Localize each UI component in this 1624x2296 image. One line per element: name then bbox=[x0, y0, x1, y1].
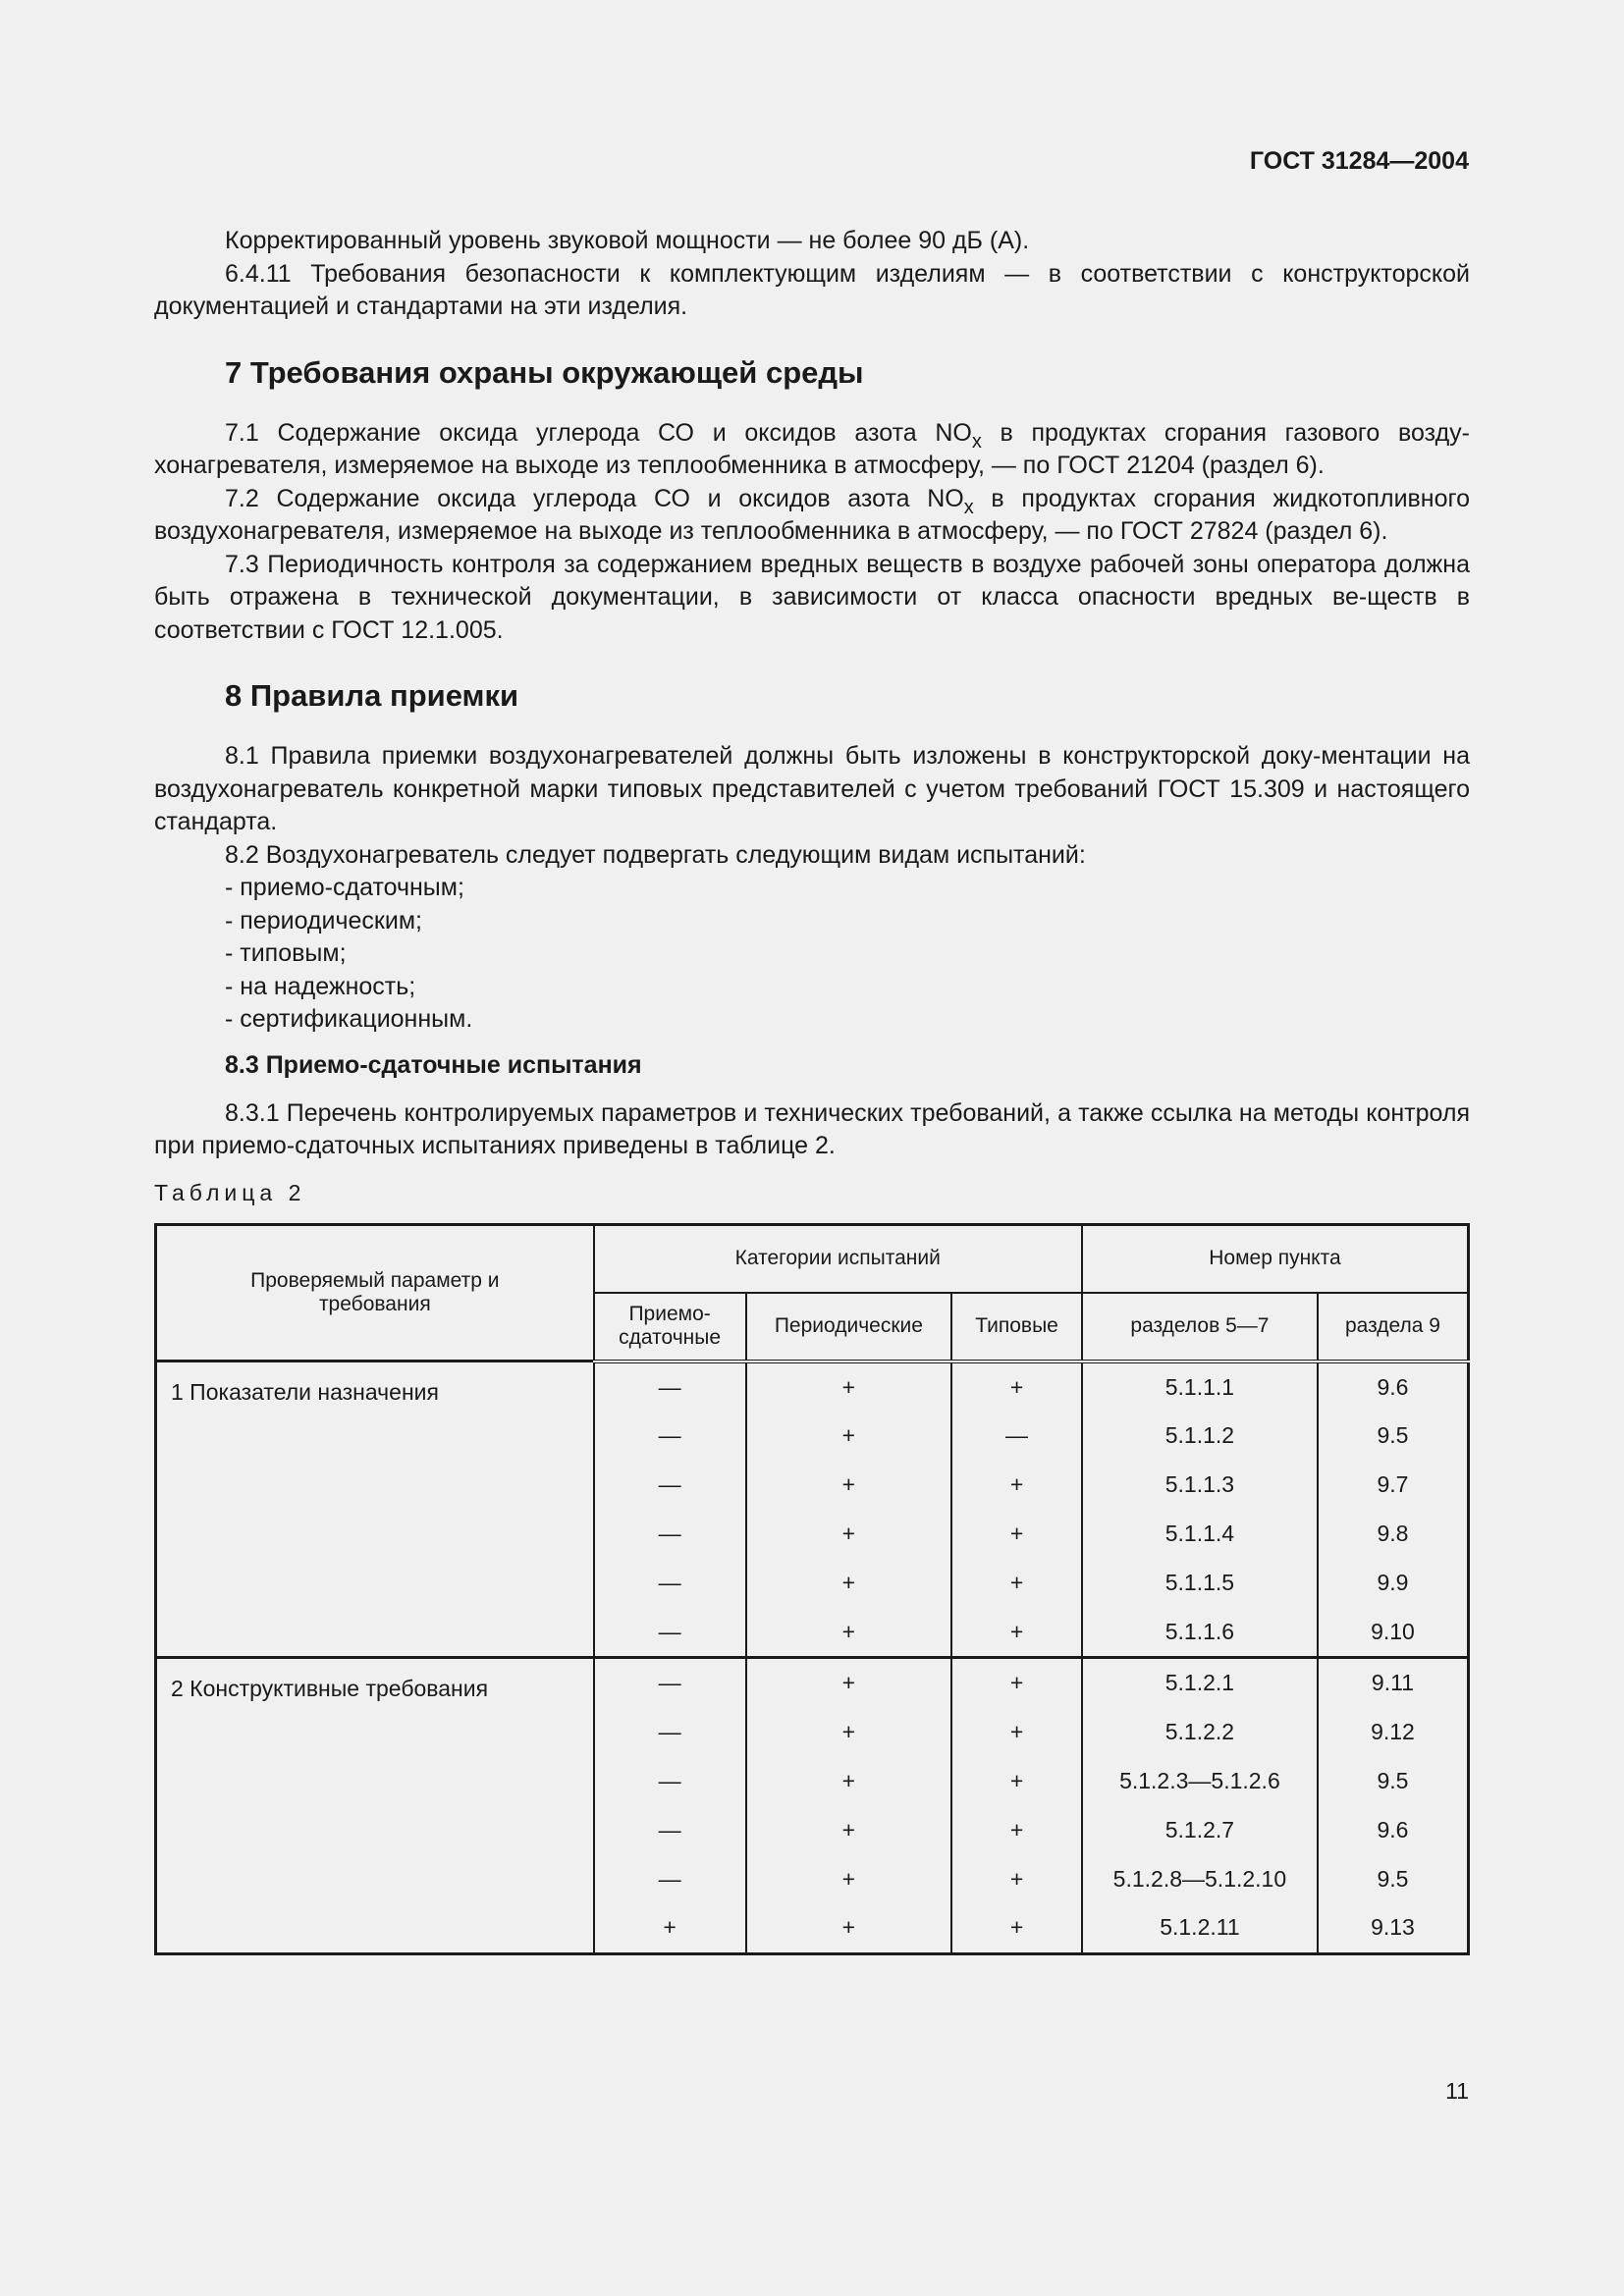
list-item: - приемо-сдаточным; bbox=[225, 874, 464, 901]
table-cell: 5.1.2.8—5.1.2.10 bbox=[1082, 1854, 1318, 1903]
paragraph-8-1: 8.1 Правила приемки воздухонагревателей должны быть изложены в конструкторской доку-ментации на воздухонагреватель конкретной марки типовых представителей с учетом требований ГОСТ 15.309 и настоящего стандарта. bbox=[154, 742, 1470, 835]
table-cell: 9.12 bbox=[1318, 1708, 1469, 1757]
table-cell: + bbox=[746, 1510, 952, 1559]
table-cell: 9.5 bbox=[1318, 1412, 1469, 1461]
table-cell: + bbox=[951, 1510, 1082, 1559]
table-cell: + bbox=[746, 1903, 952, 1953]
list-item: - на надежность; bbox=[225, 972, 416, 1000]
header-type: Типовые bbox=[951, 1293, 1082, 1362]
table-cell: 9.11 bbox=[1318, 1658, 1469, 1708]
section-7-title: 7 Требования охраны окружающей среды bbox=[225, 354, 864, 390]
table-cell: — bbox=[594, 1461, 746, 1510]
table-cell: 5.1.1.3 bbox=[1082, 1461, 1318, 1510]
table-cell: 5.1.1.6 bbox=[1082, 1607, 1318, 1657]
group-label: 1 Показатели назначения bbox=[156, 1362, 594, 1658]
table-cell: 5.1.2.1 bbox=[1082, 1658, 1318, 1708]
header-categories: Категории испытаний bbox=[594, 1225, 1082, 1293]
table-cell: — bbox=[594, 1806, 746, 1855]
table-cell: — bbox=[594, 1362, 746, 1413]
table-cell: + bbox=[746, 1461, 952, 1510]
table-cell: + bbox=[746, 1362, 952, 1413]
table-cell: 5.1.2.11 bbox=[1082, 1903, 1318, 1953]
table-cell: 9.6 bbox=[1318, 1362, 1469, 1413]
table-cell: 5.1.1.2 bbox=[1082, 1412, 1318, 1461]
table-cell: + bbox=[951, 1757, 1082, 1806]
table-cell: 9.9 bbox=[1318, 1559, 1469, 1608]
table-cell: + bbox=[746, 1658, 952, 1708]
paragraph: Корректированный уровень звуковой мощности — не более 90 дБ (А). bbox=[225, 227, 1030, 254]
subsection-8-3-title: 8.3 Приемо-сдаточные испытания bbox=[225, 1050, 642, 1079]
table-cell: + bbox=[746, 1607, 952, 1657]
table-cell: + bbox=[951, 1607, 1082, 1657]
page-content bbox=[154, 225, 1470, 1955]
table-cell: 5.1.2.2 bbox=[1082, 1708, 1318, 1757]
table-cell: + bbox=[951, 1658, 1082, 1708]
document-code: ГОСТ 31284—2004 bbox=[1249, 147, 1469, 175]
table-group bbox=[156, 1658, 1469, 1954]
table-cell: + bbox=[746, 1854, 952, 1903]
table-caption: Таблица 2 bbox=[154, 1179, 306, 1205]
table-cell: + bbox=[951, 1708, 1082, 1757]
section-8-title: 8 Правила приемки bbox=[225, 678, 519, 713]
table-cell: 5.1.1.1 bbox=[1082, 1362, 1318, 1413]
table-cell: + bbox=[951, 1559, 1082, 1608]
table-row bbox=[156, 1362, 1469, 1413]
table-2 bbox=[154, 1223, 1470, 1955]
table-cell: — bbox=[594, 1658, 746, 1708]
paragraph-7-3: 7.3 Периодичность контроля за содержанием вредных веществ в воздухе рабочей зоны оператора должна быть отражена в технической документации, в зависимости от класса опасности вредных ве-ществ в соответствии с ГОСТ 12.1.005. bbox=[154, 550, 1470, 644]
table-cell: + bbox=[746, 1412, 952, 1461]
table-cell: 9.10 bbox=[1318, 1607, 1469, 1657]
table-cell: — bbox=[594, 1607, 746, 1657]
paragraph-8-3-1: 8.3.1 Перечень контролируемых параметров и технических требований, а также ссылка на методы контроля при приемо-сдаточных испытаниях приведены в таблице 2. bbox=[154, 1098, 1470, 1159]
table-cell: — bbox=[951, 1412, 1082, 1461]
table-cell: 5.1.1.4 bbox=[1082, 1510, 1318, 1559]
table-cell: — bbox=[594, 1757, 746, 1806]
table-cell: + bbox=[746, 1806, 952, 1855]
list-item: - типовым; bbox=[225, 939, 347, 967]
table-cell: + bbox=[951, 1806, 1082, 1855]
table-cell: 5.1.2.3—5.1.2.6 bbox=[1082, 1757, 1318, 1806]
table-cell: + bbox=[746, 1708, 952, 1757]
paragraph-8-2: 8.2 Воздухонагреватель следует подвергать следующим видам испытаний: bbox=[225, 840, 1086, 869]
group-label: 2 Конструктивные требования bbox=[156, 1658, 594, 1954]
table-row bbox=[156, 1658, 1469, 1708]
table-cell: 9.5 bbox=[1318, 1757, 1469, 1806]
table-cell: + bbox=[746, 1757, 952, 1806]
header-sections-5-7: разделов 5—7 bbox=[1082, 1293, 1318, 1362]
header-section-9: раздела 9 bbox=[1318, 1293, 1469, 1362]
table-cell: 9.8 bbox=[1318, 1510, 1469, 1559]
table-cell: — bbox=[594, 1559, 746, 1608]
paragraph-7-1: 7.1 Содержание оксида углерода СО и оксидов азота $NO_x$ в продуктах сгорания газового возду-хонагревателя, измеряемое на выходе из теплообменника в атмосферу, — по ГОСТ 21204 (раздел 6). bbox=[154, 418, 1470, 479]
table-cell: — bbox=[594, 1708, 746, 1757]
table-cell: 5.1.2.7 bbox=[1082, 1806, 1318, 1855]
table-cell: — bbox=[594, 1412, 746, 1461]
page-number: 11 bbox=[1445, 2078, 1469, 2104]
table-cell: 9.6 bbox=[1318, 1806, 1469, 1855]
list-item: - сертификационным. bbox=[225, 1005, 473, 1033]
paragraph: 6.4.11 Требования безопасности к комплектующим изделиям — в соответствии с конструкторской документацией и стандартами на эти изделия. bbox=[154, 259, 1470, 320]
table-cell: + bbox=[594, 1903, 746, 1953]
header-param: Проверяемый параметр и требования bbox=[156, 1225, 594, 1362]
paragraph-7-2: 7.2 Содержание оксида углерода СО и оксидов азота $NO_x$ в продуктах сгорания жидкотопливного воздухонагревателя, измеряемое на выходе из теплообменника в атмосферу, — по ГОСТ 27824 (раздел 6). bbox=[154, 484, 1470, 545]
table-cell: + bbox=[951, 1362, 1082, 1413]
header-clause: Номер пункта bbox=[1082, 1225, 1469, 1293]
table-cell: + bbox=[951, 1461, 1082, 1510]
list-item: - периодическим; bbox=[225, 906, 422, 934]
table-cell: + bbox=[746, 1559, 952, 1608]
table-cell: + bbox=[951, 1903, 1082, 1953]
table-cell: 9.5 bbox=[1318, 1854, 1469, 1903]
table-cell: 9.7 bbox=[1318, 1461, 1469, 1510]
header-acceptance: Приемо-сдаточные bbox=[594, 1293, 746, 1362]
table-cell: 9.13 bbox=[1318, 1903, 1469, 1953]
table-cell: — bbox=[594, 1854, 746, 1903]
table-cell: 5.1.1.5 bbox=[1082, 1559, 1318, 1608]
table-cell: — bbox=[594, 1510, 746, 1559]
table-cell: + bbox=[951, 1854, 1082, 1903]
table-group bbox=[156, 1362, 1469, 1658]
header-periodic: Периодические bbox=[746, 1293, 952, 1362]
